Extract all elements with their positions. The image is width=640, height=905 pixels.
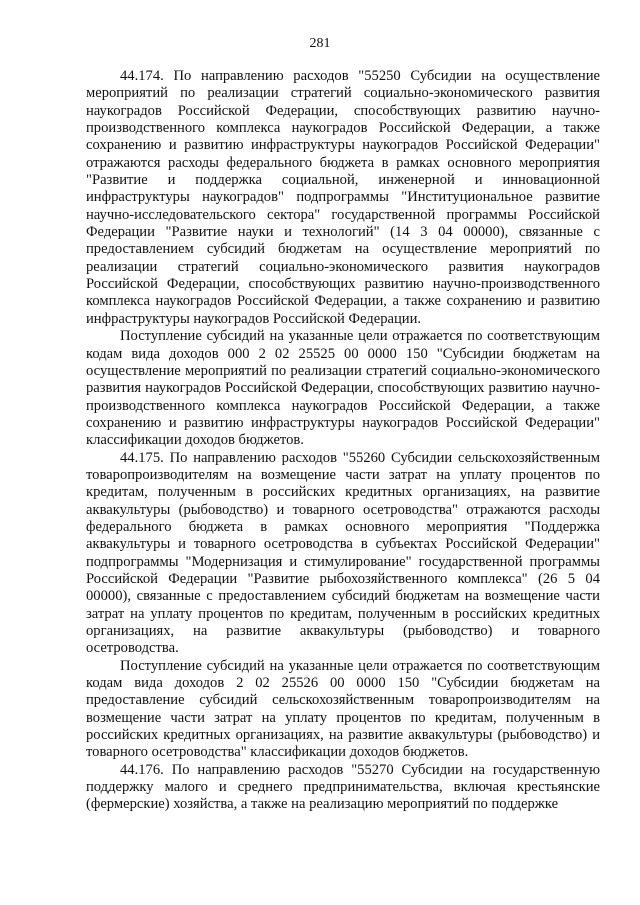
paragraph-income-44-174: Поступление субсидий на указанные цели отражается по соответствующим кодам вида доходов 000 2 02 25525 00 0000 150 "Субсидии бюджетам на осуществление мероприятий по реализации стратегий социально-экономического развития наукоградов Российской Федерации, способствующих развитию научно-производственного комплекса наукоградов Российской Федерации, а также сохранению и развитию инфраструктуры наукоградов Российской Федерации" классификации доходов бюджетов. bbox=[86, 328, 600, 449]
paragraph-44-174: 44.174. По направлению расходов "55250 Субсидии на осуществление мероприятий по реализации стратегий социально-экономического развития наукоградов Российской Федерации, способствующих развитию научно-производственного комплекса наукоградов Российской Федерации, а также сохранению и развитию инфраструктуры наукоградов Российской Федерации" отражаются расходы федерального бюджета в рамках основного мероприятия "Развитие и поддержка социальной, инженерной и инновационной инфраструктуры наукоградов" подпрограммы "Институциональное развитие научно-исследовательского сектора" государственной программы Российской Федерации "Развитие науки и технологий" (14 3 04 00000), связанные с предоставлением субсидий бюджетам на осуществление мероприятий по реализации стратегий социально-экономического развития наукоградов Российской Федерации, способствующих развитию научно-производственного комплекса наукоградов Российской Федерации, а также сохранению и развитию инфраструктуры наукоградов Российской Федерации. bbox=[86, 68, 600, 327]
paragraph-44-176: 44.176. По направлению расходов "55270 Субсидии на государственную поддержку малого и среднего предпринимательства, включая крестьянские (фермерские) хозяйства, а также на реализацию мероприятий по поддержке bbox=[86, 761, 600, 813]
page-number: 281 bbox=[309, 36, 331, 51]
paragraph-income-44-175: Поступление субсидий на указанные цели отражается по соответствующим кодам вида доходов 2 02 25526 00 0000 150 "Субсидии бюджетам на предоставление субсидий сельскохозяйственным товаропроизводителям на возмещение части затрат на уплату процентов по кредитам, полученным в российских кредитных организациях, на развитие аквакультуры (рыбоводство) и товарного осетроводства" классификации доходов бюджетов. bbox=[86, 657, 600, 761]
paragraph-44-175: 44.175. По направлению расходов "55260 Субсидии сельскохозяйственным товаропроизводителям на возмещение части затрат на уплату процентов по кредитам, полученным в российских кредитных организациях, на развитие аквакультуры (рыбоводство) и товарного осетроводства" отражаются расходы федерального бюджета в рамках основного мероприятия "Поддержка аквакультуры и товарного осетроводства в субъектах Российской Федерации" подпрограммы "Модернизация и стимулирование" государственной программы Российской Федерации "Развитие рыбохозяйственного комплекса" (26 5 04 00000), связанные с предоставлением субсидий бюджетам на возмещение части затрат на уплату процентов по кредитам, полученным в российских кредитных организациях, на развитие аквакультуры (рыбоводство) и товарного осетроводства. bbox=[86, 449, 600, 657]
document-body bbox=[86, 68, 600, 814]
